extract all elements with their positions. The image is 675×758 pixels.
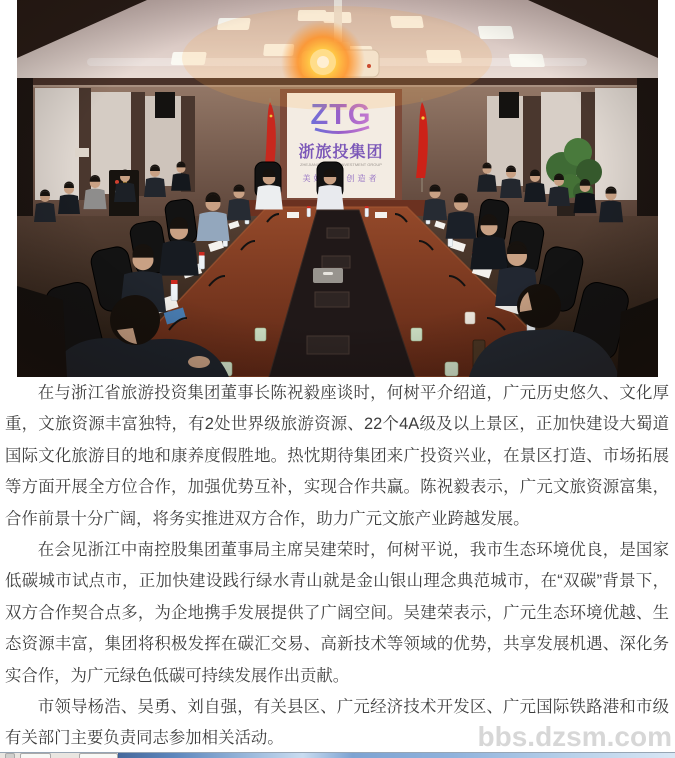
- paragraph-3: 市领导杨浩、吴勇、刘自强，有关县区、广元经济技术开发区、广元国际铁路港和市级有关部门主要负责同志参加相关活动。: [5, 698, 669, 748]
- paragraph-1: 在与浙江省旅游投资集团董事长陈祝毅座谈时，何树平介绍道，广元历史悠久、文化厚重，文旅资源丰富独特，有2处世界级旅游资源、22个4A级及以上景区，正加快建设大蜀道国际文化旅游目的地和康养度假胜地。热忱期待集团来广投资兴业，在景区打造、市场拓展等方面开展全方位合作，加强优势互补，实现合作共赢。陈祝毅表示，广元文旅资源富集，合作前景十分广阔，将务实推进双方合作，助力广元文旅产业跨越发展。: [5, 384, 669, 528]
- vignette: [17, 0, 658, 377]
- taskbar-tab[interactable]: [5, 753, 15, 758]
- taskbar-window-buttons[interactable]: [118, 753, 675, 758]
- meeting-photo[interactable]: [17, 0, 658, 377]
- article-body: [5, 378, 669, 755]
- paragraph-2: 在会见浙江中南控股集团董事局主席吴建荣时，何树平说，我市生态环境优良，是国家低碳城市试点市，正加快建设践行绿水青山就是金山银山理念典范城市，在“双碳”背景下，双方合作契合点多，为企地携手发展提供了广阔空间。吴建荣表示，广元生态环境优越、生态资源丰富，集团将积极发挥在碳汇交易、高新技术等领域的优势，共享发展机遇、深化务实合作，为广元绿色低碳可持续发展作出贡献。: [5, 541, 669, 685]
- taskbar-tabs[interactable]: [0, 753, 118, 758]
- taskbar-tab[interactable]: [20, 753, 50, 758]
- meeting-room-scene: [17, 0, 658, 377]
- site-watermark: bbs.dzsm.com: [477, 721, 672, 752]
- taskbar-tab[interactable]: [79, 753, 118, 758]
